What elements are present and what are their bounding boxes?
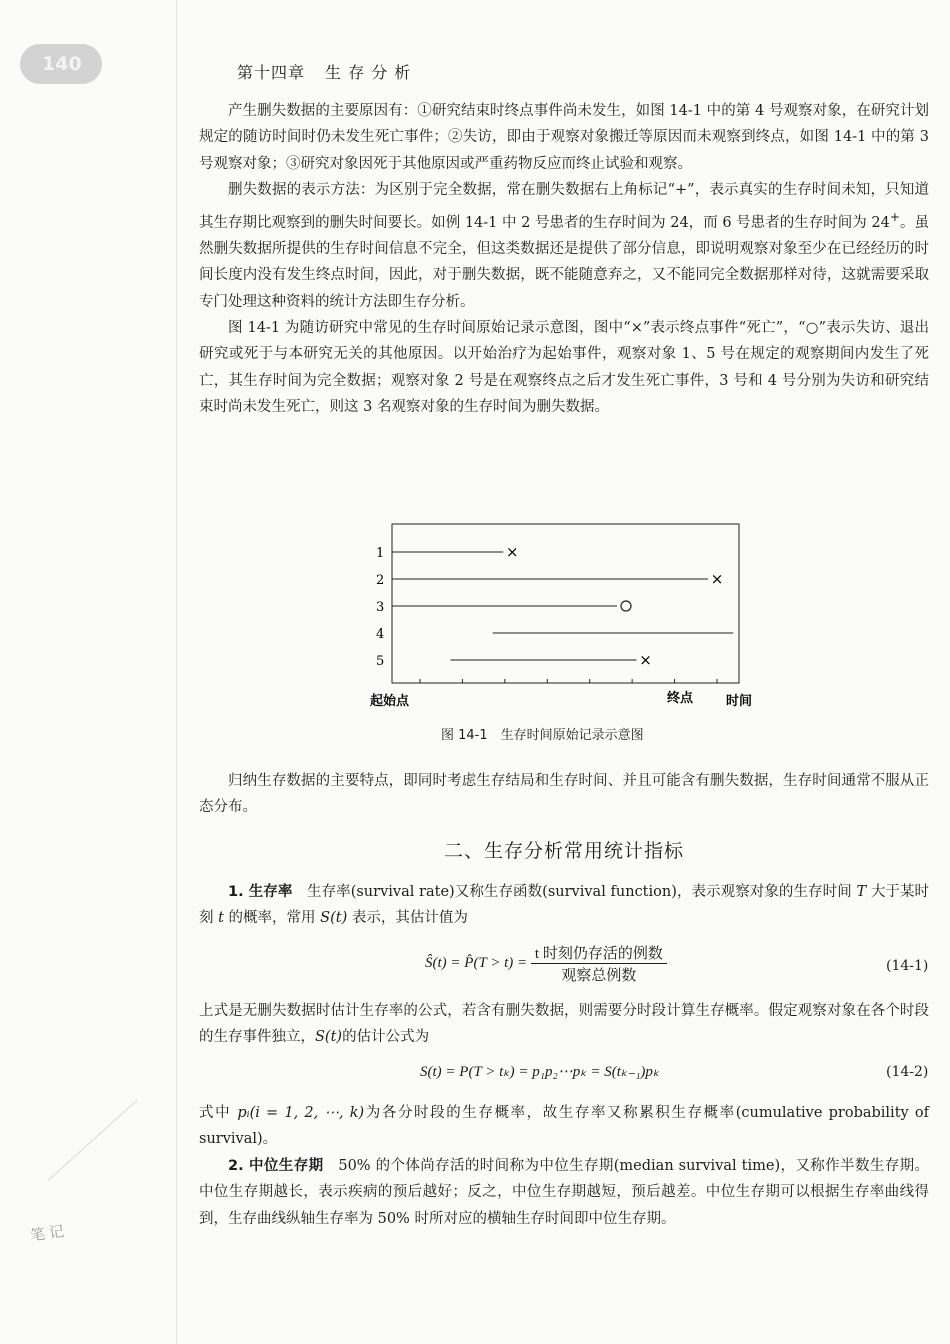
censored-estimate-text <box>199 998 929 1051</box>
chapter-title: 生 存 分 析 <box>325 63 412 82</box>
row-label-2: 2 <box>376 573 385 588</box>
paragraph-survival-rate: 1. 生存率 生存率(survival rate)又称生存函数(survival function)，表示观察对象的生存时间 T 大于某时刻 t 的概率，常用 S(t) 表示，其估计值为 <box>199 884 930 927</box>
equation-number-14-2: (14-2) <box>886 1064 929 1080</box>
censor-plus: + <box>889 209 900 224</box>
eq1-denominator: 观察总例数 <box>561 968 637 984</box>
page-number: 140 <box>20 44 102 84</box>
figure-caption: 图 14-1 生存时间原始记录示意图 <box>441 728 644 743</box>
row-label-5: 5 <box>376 654 385 669</box>
paragraph-cumulative: 式中 pᵢ(i = 1, 2, ⋯, k)为各分时段的生存概率，故生存率又称累积生存概率(cumulative probability of survival)。 <box>199 1105 929 1148</box>
death-marker-5: × <box>639 651 652 669</box>
chapter-number: 第十四章 <box>237 63 306 82</box>
term-median-survival: 2. 中位生存期 <box>228 1158 324 1174</box>
row-label-4: 4 <box>376 627 385 642</box>
paragraph-censoring-notation: 删失数据的表示方法：为区别于完全数据，常在删失数据右上角标记“+”，表示真实的生存时间未知，只知道其生存期比观察到的删失时间要长。如例 14-1 中 2 号患者的生存时间为 24，而 6 号患者的生存时间为 24+。虽然删失数据所提供的生存时间信息不完全，但这类数据还是提供了部分信息，即说明观察对象至少在已经经历的时间长度内没有发生终点时间，因此，对于删失数据，既不能随意弃之，又不能同完全数据那样对待，这就需要采取专门处理这种资料的统计方法即生存分析。 <box>199 182 929 310</box>
paragraph-censoring-reasons: 产生删失数据的主要原因有：①研究结束时终点事件尚未发生，如图 14-1 中的第 4 号观察对象，在研究计划规定的随访时间时仍未发生死亡事件；②失访，即由于观察对象搬迁等原因而未观察到终点，如图 14-1 中的第 3 号观察对象；③研究对象因死于其他原因或严重药物反应而终止试验和观察。 <box>199 103 929 172</box>
paragraph-features: 归纳生存数据的主要特点，即同时考虑生存结局和生存时间、并且可能含有删失数据，生存时间通常不服从正态分布。 <box>199 773 929 816</box>
notes-decoration <box>48 1100 138 1181</box>
censor-marker-3 <box>621 601 631 611</box>
cumulative-text <box>199 1100 929 1153</box>
survival-record-figure <box>360 521 760 711</box>
survival-rate-text <box>199 879 929 932</box>
death-marker-2: × <box>710 570 724 588</box>
median-survival-text <box>199 1153 929 1232</box>
figure-frame <box>392 524 739 683</box>
equation-14-2: S(t) = P(T > tₖ) = p₁p₂⋯pₖ = S(tₖ₋₁)pₖ <box>420 1064 660 1080</box>
figure-axis-ticks <box>420 679 717 683</box>
row-label-1: 1 <box>376 546 385 561</box>
notes-label: 笔记 <box>29 1221 70 1245</box>
term-survival-rate: 1. 生存率 <box>228 884 293 900</box>
eq1-fraction <box>531 942 667 985</box>
paragraph-median-survival: 2. 中位生存期 50% 的个体尚存活的时间称为中位生存期(median survival time)，又称作半数生存期。中位生存期越长，表示疾病的预后越好；反之，中位生存期越短，预后越差。中位生存期可以根据生存率曲线得到，生存曲线纵轴生存率为 50% 时所对应的横轴生存时间即中位生存期。 <box>199 1158 929 1227</box>
time-axis-label: 时间 <box>726 694 753 709</box>
intro-text <box>199 98 929 421</box>
equation-number-14-1: (14-1) <box>886 958 929 974</box>
death-marker-1: × <box>505 543 519 561</box>
row-label-3: 3 <box>376 600 385 615</box>
section-title: 二、生存分析常用统计指标 <box>443 840 684 862</box>
start-point-label: 起始点 <box>370 694 410 709</box>
eq1-numerator: t 时刻仍存活的例数 <box>531 942 667 964</box>
paragraph-figure-description: 图 14-1 为随访研究中常见的生存时间原始记录示意图，图中“×”表示终点事件“死亡”，“○”表示失访、退出研究或死于与本研究无关的其他原因。以开始治疗为起始事件，观察对象 1、5 号在规定的观察期间内发生了死亡，其生存时间为完全数据；观察对象 2 号是在观察终点之后才发生死亡事件，3 号和 4 号分别为失访和研究结束时尚未发生死亡，则这 3 名观察对象的生存时间为删失数据。 <box>199 320 929 416</box>
margin-line <box>176 0 177 1344</box>
figure-rows <box>376 543 733 669</box>
equation-14-1: Ŝ(t) = P̂(T > t) = $\frac{\text{t 时刻仍存活的例数}}{\text{观察总例数}}$ <box>425 942 667 985</box>
end-point-label: 终点 <box>667 691 694 706</box>
summary-text <box>199 768 929 821</box>
running-header <box>237 60 411 83</box>
paragraph-censored-estimate: 上式是无删失数据时估计生存率的公式，若含有删失数据，则需要分时段计算生存概率。假定观察对象在各个时段的生存事件独立，S(t)的估计公式为 <box>199 1003 929 1046</box>
